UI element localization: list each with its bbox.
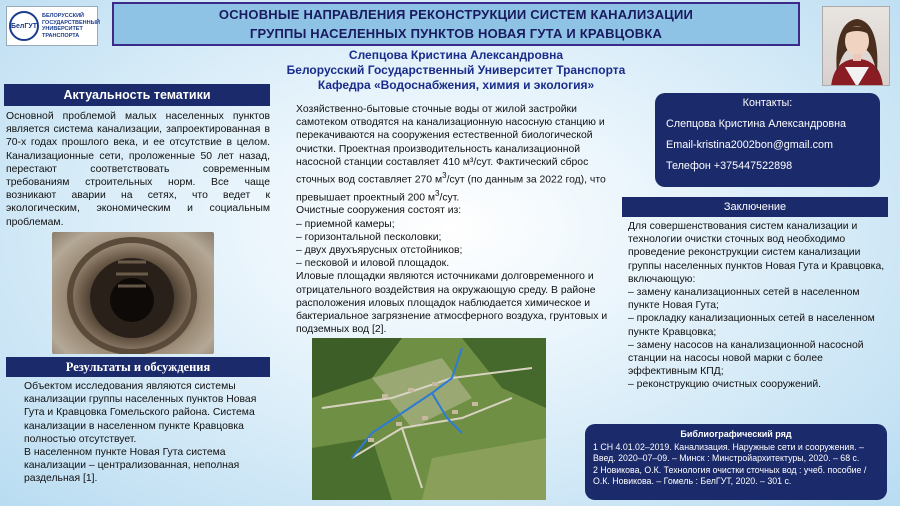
bibliography-title: Библиографический ряд	[680, 429, 792, 439]
title-line-2: ГРУППЫ НАСЕЛЕННЫХ ПУНКТОВ НОВАЯ ГУТА И КРАВЦОВКА	[249, 26, 663, 41]
sewer-well-photo	[52, 232, 214, 354]
treatment-list-intro: Очистные сооружения состоят из:	[296, 205, 462, 217]
logo-text: БЕЛОРУССКИЙ ГОСУДАРСТВЕННЫЙ УНИВЕРСИТЕТ ТРАНСПОРТА	[42, 13, 100, 39]
contacts-title: Контакты:	[742, 97, 793, 109]
results-heading: Результаты и обсуждения	[6, 357, 270, 377]
logo-mark: БелГУТ	[9, 11, 39, 41]
list-item: – реконструкцию очистных сооружений.	[628, 379, 822, 391]
list-item: – прокладку канализационных сетей в населенном пункте Кравцовка;	[628, 313, 875, 338]
list-item: – песковой и иловой площадок.	[296, 258, 450, 270]
author-photo	[822, 6, 890, 86]
department-name: Кафедра «Водоснабжения, химия и экология»	[317, 78, 595, 92]
university-logo	[6, 6, 98, 46]
bibliography-item: 1 СН 4.01.02–2019. Канализация. Наружные сети и сооружения. – Введ. 2020–07–09. – Минск : Минстройархитектуры, 2020. – 68 с.	[593, 442, 864, 464]
poster-title	[112, 2, 800, 46]
list-item: – приемной камеры;	[296, 218, 395, 230]
list-item: – замену насосов на канализационной насосной станции на насосы новой марки с более эффективным КПД;	[628, 339, 864, 378]
contacts-box	[655, 93, 880, 187]
bibliography-box	[585, 424, 887, 500]
aerial-map	[312, 338, 546, 500]
bibliography-item: 2 Новикова, О.К. Технология очистки сточных вод : учеб. пособие / О.К. Новикова. – Гомель : БелГУТ, 2020. – 301 с.	[593, 464, 867, 486]
main-paragraph-1: Хозяйственно-бытовые сточные воды от жилой застройки самотеком отводятся на канализационную насосную станцию и перекачиваются на сооружения естественной биологической очистки. Проектная производительность канализационной насосной станции составляет 410 м³/сут. Фактический сброс сточных вод составляет 270 $м^3$/сут (по данным за 2022 год), что превышает проектный 200 $м^3$/сут.	[296, 104, 606, 204]
results-paragraph-2: В населенном пункте Новая Гута система канализации – централизованная, неполная раздельная [1].	[24, 447, 240, 485]
main-paragraph-2: Иловые площадки являются источниками долговременного и отрицательного воздействия на окружающую среду. В районе расположения иловых площадок наблюдается химическое и бактериальное загрязнение атмосферного воздуха, грунтовых и подземных вод [2].	[296, 271, 608, 336]
author-name: Слепцова Кристина Александровна	[348, 48, 564, 62]
actuality-heading: Актуальность тематики	[4, 84, 270, 106]
contact-email[interactable]: Email-kristina2002bon@gmail.com	[666, 139, 833, 151]
conclusion-intro: Для совершенствования систем канализации и технологии очистки сточных вод необходимо проведение реконструкции систем канализации группы населенных пунктов Новая Гута и Кравцовка, включающую:	[628, 221, 885, 285]
main-text	[296, 103, 614, 336]
title-line-1: ОСНОВНЫЕ НАПРАВЛЕНИЯ РЕКОНСТРУКЦИИ СИСТЕМ КАНАЛИЗАЦИИ	[218, 7, 694, 22]
list-item: – замену канализационных сетей в населенном пункте Новая Гута;	[628, 287, 860, 312]
results-paragraph-1: Объектом исследования являются системы канализации группы населенных пунктов Новая Гута и Кравцовка Гомельского района. Система канализации в населенном пункте Кравцовка полностью отсутствует.	[24, 381, 257, 445]
list-item: – двух двухъярусных отстойников;	[296, 244, 463, 256]
contact-name: Слепцова Кристина Александровна	[666, 118, 847, 130]
contact-phone: Телефон +375447522898	[666, 160, 793, 172]
conclusion-text	[628, 220, 886, 392]
actuality-text: Основной проблемой малых населенных пунктов является система канализации, запроектированная в 70-х годах прошлого века, и ее отсутствие в целом. Канализационные сети, проложенные 50 лет назад, перестают соответствовать современным требованиям строительных норм. Все чаще возникают аварии на сетях, что ведет к экологическим, экономическим и социальным проблемам.	[6, 111, 270, 228]
list-item: – горизонтальной песколовки;	[296, 231, 442, 243]
conclusion-heading: Заключение	[622, 197, 888, 217]
results-text	[24, 380, 274, 486]
university-name: Белорусский Государственный Университет Транспорта	[286, 63, 626, 77]
